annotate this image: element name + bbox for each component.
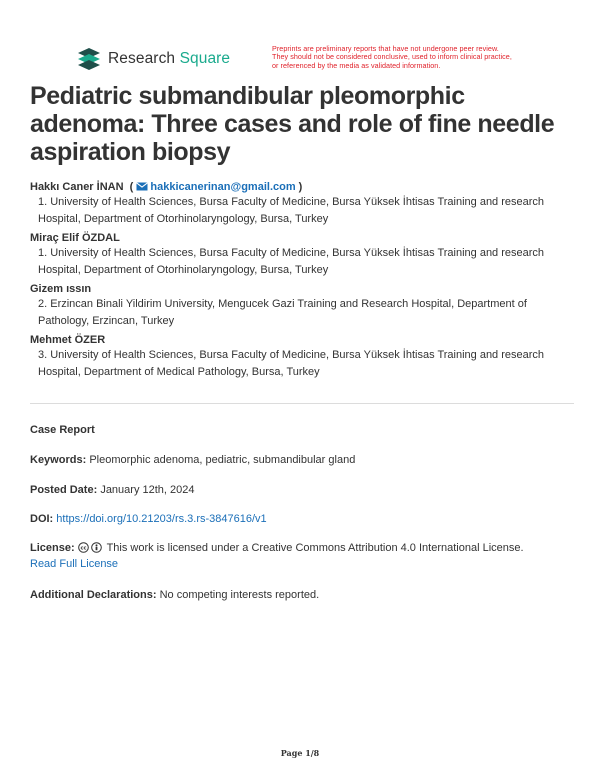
doi-link[interactable]: https://doi.org/10.21203/rs.3.rs-3847616/v1 — [56, 513, 267, 525]
author-affiliation: 1. University of Health Sciences, Bursa Faculty of Medicine, Bursa Yüksek İhtisas Training and research Hospital, Department of Otorhinolaryngology, Bursa, Turkey — [38, 196, 545, 225]
svg-text:cc: cc — [80, 545, 87, 552]
article-type — [30, 422, 578, 438]
section-divider — [30, 403, 574, 404]
author-affiliation: 1. University of Health Sciences, Bursa Faculty of Medicine, Bursa Yüksek İhtisas Training and research Hospital, Department of Otorhinolaryngology, Bursa, Turkey — [38, 247, 545, 276]
brand-name — [108, 50, 230, 68]
declarations-label: Additional Declarations: — [30, 589, 157, 601]
mail-icon — [136, 182, 148, 191]
posted-date-value: January 12th, 2024 — [100, 484, 195, 496]
author-email-link[interactable]: hakkicanerinan@gmail.com — [150, 181, 296, 193]
paper-title: Pediatric submandibular pleomorphic adenoma: Three cases and role of fine needle aspiration biopsy — [30, 82, 555, 166]
author-list — [30, 180, 578, 381]
author-name: Gizem ıssın — [30, 283, 92, 295]
brand-header — [76, 47, 230, 71]
author-name-text: Hakkı Caner İNAN — [30, 181, 124, 193]
posted-date-label: Posted Date: — [30, 484, 98, 496]
brand-word-research: Research — [108, 50, 176, 67]
preprint-disclaimer — [272, 45, 542, 70]
declarations-value: No competing interests reported. — [159, 589, 320, 601]
disclaimer-line: or referenced by the media as validated information. — [272, 60, 441, 70]
doi — [30, 511, 578, 527]
read-full-license-link[interactable]: Read Full License — [30, 558, 119, 570]
author-name: Mehmet ÖZER — [30, 334, 106, 346]
license-label: License: — [30, 542, 75, 554]
by-icon — [91, 542, 102, 553]
keywords — [30, 452, 578, 468]
additional-declarations — [30, 587, 578, 603]
article-type-label: Case Report — [30, 424, 95, 436]
brand-word-square: Square — [179, 50, 231, 67]
author-name: Hakkı Caner İNAN ( hakkicanerinan@gmail.com ) — [30, 181, 303, 193]
author-affiliation: 3. University of Health Sciences, Bursa Faculty of Medicine, Bursa Yüksek İhtisas Training and research Hospital, Department of Medical Pathology, Bursa, Turkey — [38, 349, 545, 378]
cc-icon — [78, 542, 89, 553]
posted-date — [30, 482, 578, 498]
author-affiliation: 2. Erzincan Binali Yildirim University, Mengucek Gazi Training and Research Hospital, Department of Pathology, Erzincan, Turkey — [38, 298, 527, 327]
keywords-value: Pleomorphic adenoma, pediatric, submandibular gland — [89, 454, 356, 466]
research-square-logo-icon — [76, 47, 102, 71]
keywords-label: Keywords: — [30, 454, 87, 466]
disclaimer-line: They should not be considered conclusive, used to inform clinical practice, — [272, 52, 512, 62]
page-number: Page 1/8 — [280, 748, 320, 758]
author-name: Miraç Elif ÖZDAL — [30, 232, 120, 244]
license — [30, 540, 578, 572]
disclaimer-line: Preprints are preliminary reports that have not undergone peer review. — [272, 44, 499, 53]
doi-label: DOI: — [30, 513, 54, 525]
license-text: This work is licensed under a Creative Commons Attribution 4.0 International License. — [106, 542, 524, 554]
